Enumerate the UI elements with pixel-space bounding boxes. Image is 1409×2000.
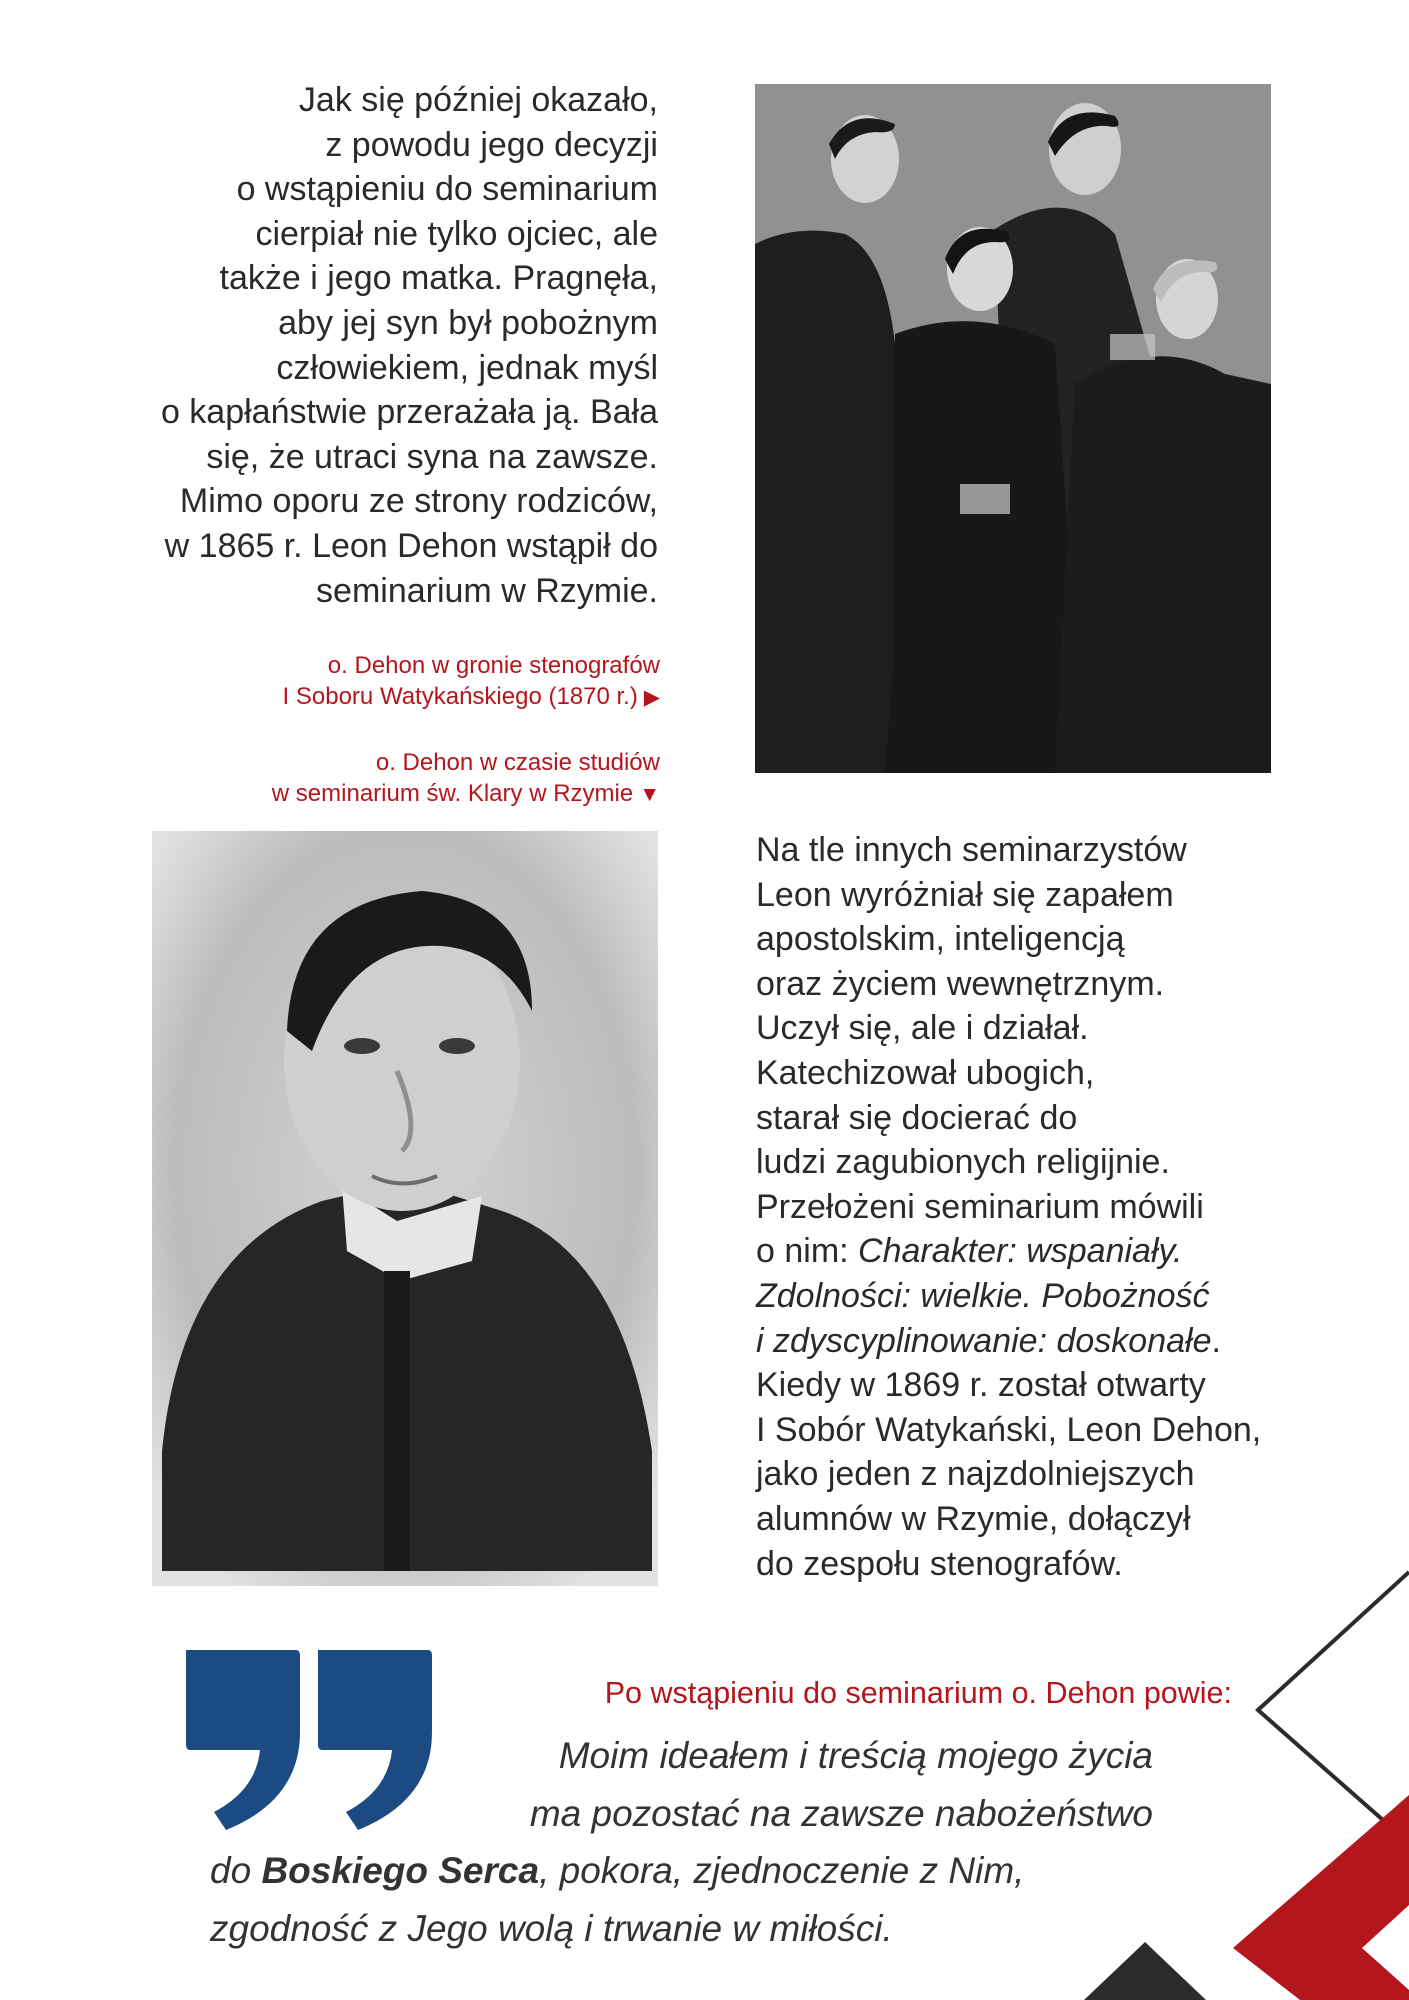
body-line: ludzi zagubionych religijnie. <box>756 1143 1170 1182</box>
group-photo <box>755 84 1271 773</box>
quote-fragment: , pokora, zjednoczenie z Nim, <box>539 1850 1025 1891</box>
group-photo-caption <box>120 650 660 713</box>
caption-line: w seminarium św. Klary w Rzymie <box>271 780 634 807</box>
quote-line: ma pozostać na zawsze nabożeństwo <box>529 1792 1153 1834</box>
seminary-assessment-italic: Zdolności: wielkie. Pobożność <box>756 1276 1210 1315</box>
triangle-down-icon: ▼ <box>639 783 660 806</box>
body-line: jako jeden z najzdolniejszych <box>756 1455 1195 1494</box>
body-line: starał się docierać do <box>756 1098 1078 1137</box>
triangle-right-icon: ▶ <box>643 686 660 709</box>
body-line: Leon wyróżniał się zapałem <box>756 875 1174 914</box>
intro-line: o kapłaństwie przerażała ją. Bała <box>160 393 658 432</box>
decor-white-notch <box>1362 1905 1409 1990</box>
intro-line: cierpiał nie tylko ojciec, ale <box>255 214 658 253</box>
caption-line: o. Dehon w czasie studiów <box>375 749 660 776</box>
caption-line: I Soboru Watykańskiego (1870 r.) <box>282 683 638 710</box>
decor-outline-chevron <box>1258 1572 1409 1843</box>
body-line-prefix: o nim: <box>756 1232 859 1271</box>
body-line: Na tle innych seminarzystów <box>756 831 1187 869</box>
quote-line: Moim ideałem i treścią mojego życia <box>558 1735 1153 1776</box>
quote-fragment: do <box>210 1850 262 1891</box>
quote-line: zgodność z Jego wolą i trwanie w miłości. <box>210 1907 893 1949</box>
body-paragraph <box>756 828 1356 1586</box>
quote-intro: Po wstąpieniu do seminarium o. Dehon powie: <box>604 1676 1232 1710</box>
body-line: oraz życiem wewnętrznym. <box>756 964 1165 1003</box>
intro-line: w 1865 r. Leon Dehon wstąpił do <box>164 526 658 565</box>
body-line-suffix: . <box>1211 1321 1221 1360</box>
body-line: do zespołu stenografów. <box>756 1544 1123 1583</box>
intro-line: człowiekiem, jednak myśl <box>276 348 658 387</box>
intro-line: seminarium w Rzymie. <box>316 571 658 610</box>
quote-block <box>210 1727 1220 1957</box>
seminary-assessment-italic: Charakter: wspaniały. <box>858 1232 1183 1271</box>
quote-emphasis: Boskiego Serca <box>261 1850 540 1891</box>
intro-line: Mimo oporu ze strony rodziców, <box>179 482 658 521</box>
intro-line: o wstąpieniu do seminarium <box>236 170 658 209</box>
intro-line: aby jej syn był pobożnym <box>278 303 658 342</box>
body-line: Uczył się, ale i działał. <box>756 1009 1089 1048</box>
portrait-caption <box>120 747 660 810</box>
intro-line: także i jego matka. Pragnęła, <box>219 259 658 298</box>
intro-line: się, że utraci syna na zawsze. <box>206 437 658 476</box>
body-line: Katechizował ubogich, <box>756 1053 1095 1092</box>
decor-red-chevron <box>1233 1795 1409 2000</box>
intro-paragraph <box>100 78 658 613</box>
body-line: Przełożeni seminarium mówili <box>756 1187 1204 1226</box>
body-line: I Sobór Watykański, Leon Dehon, <box>756 1410 1262 1449</box>
portrait-photo <box>152 831 658 1586</box>
seminary-assessment-italic: i zdyscyplinowanie: doskonałe <box>756 1321 1212 1360</box>
quote-line-3 <box>210 1842 1220 1900</box>
intro-line: Jak się później okazało, <box>298 81 658 119</box>
body-line: Kiedy w 1869 r. został otwarty <box>756 1366 1206 1405</box>
body-line: alumnów w Rzymie, dołączył <box>756 1499 1191 1538</box>
body-line: apostolskim, inteligencją <box>756 920 1125 959</box>
intro-line: z powodu jego decyzji <box>325 125 658 164</box>
caption-line: o. Dehon w gronie stenografów <box>327 652 660 679</box>
